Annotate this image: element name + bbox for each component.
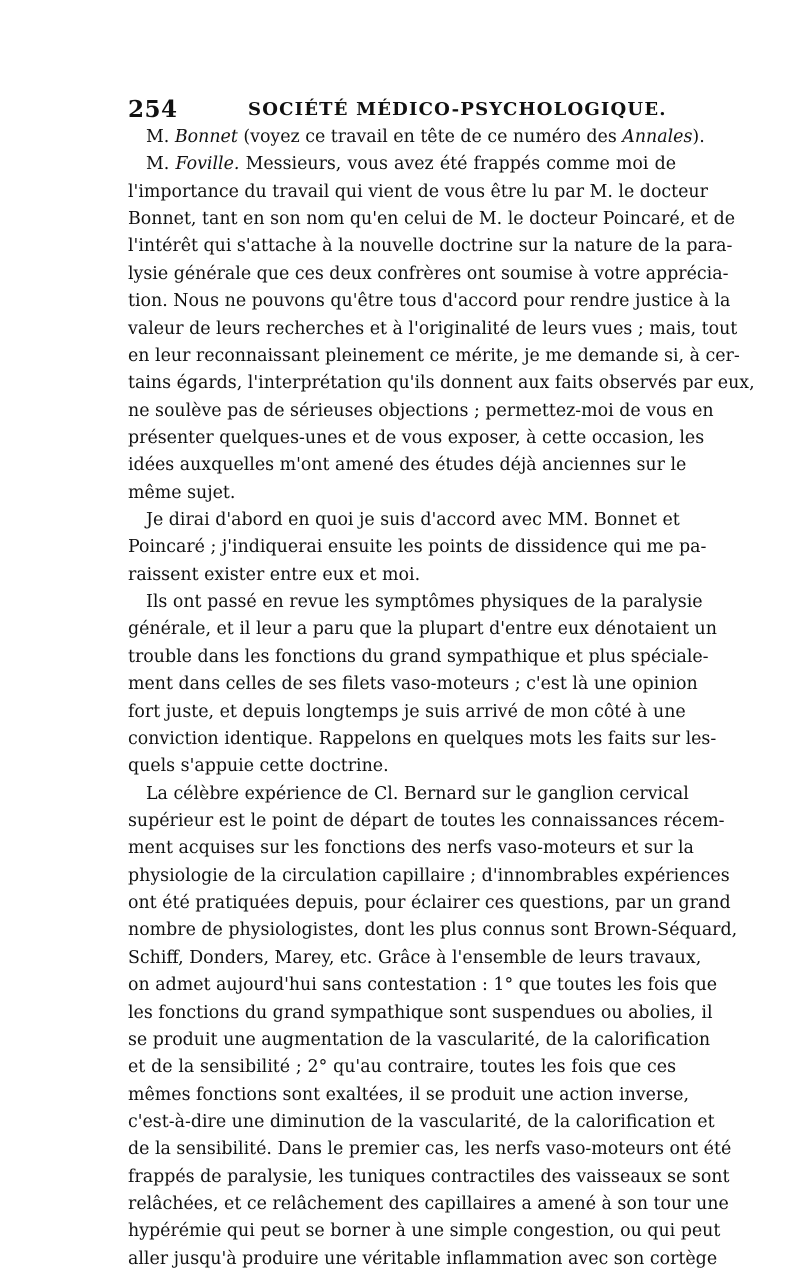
text-line: Ils ont passé en revue les symptômes physiques de la paralysie bbox=[146, 592, 703, 613]
body-text bbox=[128, 124, 755, 1273]
running-head: SOCIÉTÉ MÉDICO-PSYCHOLOGIQUE. bbox=[248, 99, 667, 120]
text-line: de la sensibilité. Dans le premier cas, les nerfs vaso-moteurs ont été bbox=[128, 1139, 732, 1160]
text-line: Bonnet, tant en son nom qu'en celui de M. le docteur Poincaré, et de bbox=[128, 209, 735, 230]
line-text: (voyez ce travail en tête de ce numéro des bbox=[237, 127, 623, 147]
text-line: Schiff, Donders, Marey, etc. Grâce à l'ensemble de leurs travaux, bbox=[128, 947, 702, 968]
text-line: Poincaré ; j'indiquerai ensuite les points de dissidence qui me pa- bbox=[128, 537, 707, 558]
text-line: valeur de leurs recherches et à l'originalité de leurs vues ; mais, tout bbox=[128, 318, 738, 339]
text-line: générale, et il leur a paru que la plupart d'entre eux dénotaient un bbox=[128, 619, 717, 640]
text-line: relâchées, et ce relâchement des capillaires a amené à son tour une bbox=[128, 1194, 729, 1215]
text-line: Je dirai d'abord en quoi je suis d'accord avec MM. Bonnet et bbox=[146, 510, 680, 531]
text-line: l'importance du travail qui vient de vous être lu par M. le docteur bbox=[128, 181, 708, 202]
text-line: ne soulève pas de sérieuses objections ; permettez-moi de vous en bbox=[128, 400, 714, 421]
text-line: se produit une augmentation de la vascularité, de la calorification bbox=[128, 1029, 711, 1050]
text-line: ment dans celles de ses filets vaso-moteurs ; c'est là une opinion bbox=[128, 674, 698, 695]
text-line: hypérémie qui peut se borner à une simple congestion, ou qui peut bbox=[128, 1221, 721, 1242]
text-line: et de la sensibilité ; 2° qu'au contraire, toutes les fois que ces bbox=[128, 1057, 676, 1078]
text-line bbox=[128, 124, 705, 151]
line-text: Messieurs, vous avez été frappés comme moi de bbox=[239, 154, 676, 175]
text-line: ont été pratiquées depuis, pour éclairer ces questions, par un grand bbox=[128, 893, 731, 914]
text-line: frappés de paralysie, les tuniques contractiles des vaisseaux se sont bbox=[128, 1166, 730, 1187]
text-line: l'intérêt qui s'attache à la nouvelle doctrine sur la nature de la para- bbox=[128, 236, 733, 257]
text-line: en leur reconnaissant pleinement ce mérite, je me demande si, à cer- bbox=[128, 345, 740, 366]
speaker-name: Foville. bbox=[175, 154, 240, 175]
text-line: idées auxquelles m'ont amené des études déjà anciennes sur le bbox=[128, 455, 687, 476]
text-line: supérieur est le point de départ de toutes les connaissances récem- bbox=[128, 810, 725, 831]
text-line: nombre de physiologistes, dont les plus connus sont Brown-Séquard, bbox=[128, 920, 738, 941]
text-line: La célèbre expérience de Cl. Bernard sur le ganglion cervical bbox=[146, 783, 689, 804]
text-line: physiologie de la circulation capillaire ; d'innombrables expériences bbox=[128, 865, 730, 886]
text-line: ment acquises sur les fonctions des nerfs vaso-moteurs et sur la bbox=[128, 838, 694, 859]
text-line: tains égards, l'interprétation qu'ils donnent aux faits observés par eux, bbox=[128, 373, 755, 394]
text-line: aller jusqu'à produire une véritable inflammation avec son cortège bbox=[128, 1248, 718, 1269]
text-line: les fonctions du grand sympathique sont suspendues ou abolies, il bbox=[128, 1002, 713, 1023]
page-header bbox=[128, 96, 674, 126]
text-line: mêmes fonctions sont exaltées, il se produit une action inverse, bbox=[128, 1084, 689, 1105]
text-line: même sujet. bbox=[128, 482, 236, 503]
text-line: on admet aujourd'hui sans contestation : 1° que toutes les fois que bbox=[128, 975, 718, 996]
page-number: 254 bbox=[128, 96, 178, 123]
text-line: quels s'appuie cette doctrine. bbox=[128, 756, 389, 777]
text-line: raissent exister entre eux et moi. bbox=[128, 564, 421, 585]
speaker-prefix: M. bbox=[146, 127, 170, 147]
journal-title: Annales bbox=[622, 127, 693, 147]
text-line: présenter quelques-unes et de vous exposer, à cette occasion, les bbox=[128, 427, 705, 448]
text-line: fort juste, et depuis longtemps je suis arrivé de mon côté à une bbox=[128, 701, 686, 722]
text-line bbox=[128, 151, 676, 178]
speaker-prefix: M. bbox=[146, 154, 170, 175]
line-tail: ). bbox=[692, 127, 705, 147]
speaker-name: Bonnet bbox=[174, 127, 238, 147]
text-line: lysie générale que ces deux confrères ont soumise à votre apprécia- bbox=[128, 263, 729, 284]
text-line: c'est-à-dire une diminution de la vascularité, de la calorification et bbox=[128, 1111, 715, 1132]
text-line: tion. Nous ne pouvons qu'être tous d'accord pour rendre justice à la bbox=[128, 291, 731, 312]
text-line: trouble dans les fonctions du grand sympathique et plus spéciale- bbox=[128, 646, 709, 667]
text-line: conviction identique. Rappelons en quelques mots les faits sur les- bbox=[128, 728, 717, 749]
